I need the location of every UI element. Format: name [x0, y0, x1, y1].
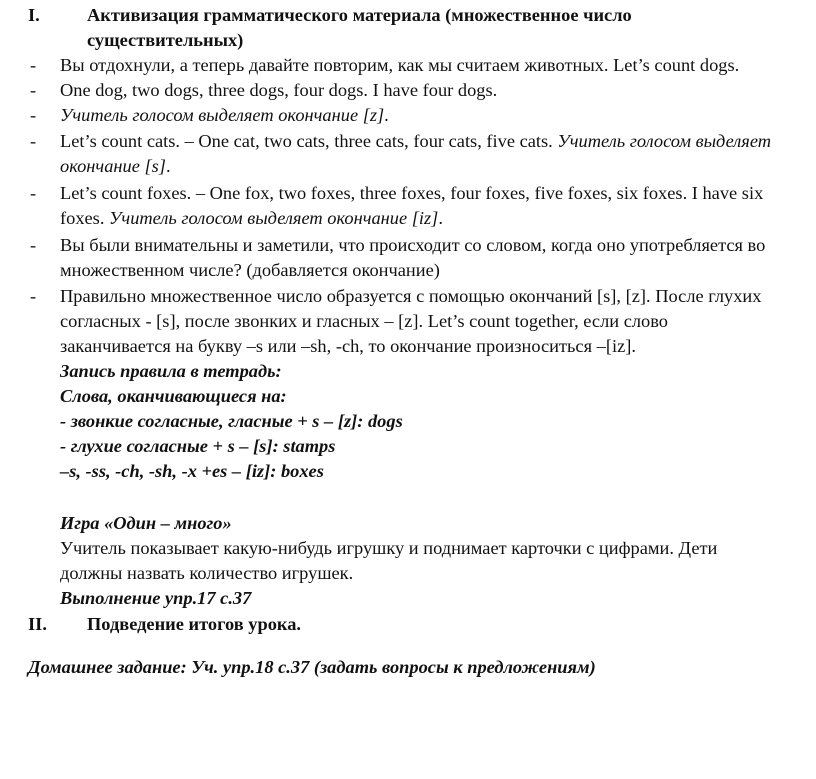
rule-item-es: –s, -ss, -ch, -sh, -x +es – [iz]: boxes	[60, 461, 324, 481]
section-1-numeral: I.	[28, 5, 40, 25]
bullet-3-italic: Учитель голосом выделяет окончание [z]	[60, 105, 385, 125]
bullet-5-tail: .	[438, 208, 443, 228]
bullet-6-line1: Вы были внимательны и заметили, что происходит со словом, когда оно употребляется во	[60, 235, 766, 255]
rule-subtitle: Слова, оканчивающиеся на:	[60, 386, 287, 406]
bullet-dash: -	[30, 235, 37, 255]
section-1-heading-line1: Активизация грамматического материала (множественное число	[87, 5, 632, 25]
bullet-dash: -	[30, 55, 37, 75]
bullet-6-line2: множественном числе? (добавляется окончание)	[60, 260, 440, 280]
bullet-5-plain: foxes.	[60, 208, 105, 228]
bullet-7-line3: заканчивается на букву –s или –sh, -ch, то окончание произноситься –[iz].	[60, 336, 636, 356]
exercise-line: Выполнение упр.17 с.37	[60, 588, 252, 608]
bullet-dash: -	[30, 183, 37, 203]
bullet-4-line2	[60, 154, 171, 180]
bullet-2-text: One dog, two dogs, three dogs, four dogs. I have four dogs.	[60, 80, 498, 100]
rule-item-voiced: - звонкие согласные, гласные + s – [z]: dogs	[60, 411, 403, 431]
bullet-4-italic: Учитель голосом выделяет	[557, 131, 772, 151]
rule-title: Запись правила в тетрадь:	[60, 361, 282, 381]
bullet-7-line1: Правильно множественное число образуется с помощью окончаний [s], [z]. После глухих	[60, 286, 762, 306]
bullet-dash: -	[30, 80, 37, 100]
bullet-1-text: Вы отдохнули, а теперь давайте повторим, как мы считаем животных. Let’s count dogs.	[60, 55, 740, 75]
bullet-4-italic-2: окончание [s]	[60, 156, 166, 176]
game-line2: должны назвать количество игрушек.	[60, 563, 354, 583]
bullet-7-line2: согласных - [s], после звонких и гласных – [z]. Let’s count together, если слово	[60, 311, 668, 331]
bullet-dash: -	[30, 105, 37, 125]
bullet-5-line1: Let’s count foxes. – One fox, two foxes, three foxes, four foxes, five foxes, six foxes. I have six	[60, 183, 764, 203]
bullet-dash: -	[30, 286, 37, 306]
bullet-3-tail: .	[384, 105, 389, 125]
game-line1: Учитель показывает какую-нибудь игрушку и поднимает карточки с цифрами. Дети	[60, 538, 718, 558]
bullet-4-tail: .	[165, 156, 171, 176]
section-1-heading-line2: существительных)	[87, 30, 244, 50]
homework-line: Домашнее задание: Уч. упр.18 с.37 (задать вопросы к предложениям)	[28, 657, 596, 677]
section-2-numeral: II.	[28, 614, 47, 634]
bullet-3-text	[60, 103, 389, 129]
bullet-4-plain: Let’s count cats. – One cat, two cats, three cats, four cats, five cats.	[60, 131, 553, 151]
bullet-5-line2	[60, 206, 443, 232]
rule-item-voiceless: - глухие согласные + s – [s]: stamps	[60, 436, 336, 456]
bullet-dash: -	[30, 131, 37, 151]
bullet-4-line1	[60, 129, 771, 155]
section-2-heading: Подведение итогов урока.	[87, 614, 302, 634]
game-title: Игра «Один – много»	[60, 513, 232, 533]
bullet-5-italic: Учитель голосом выделяет окончание [iz]	[109, 208, 439, 228]
